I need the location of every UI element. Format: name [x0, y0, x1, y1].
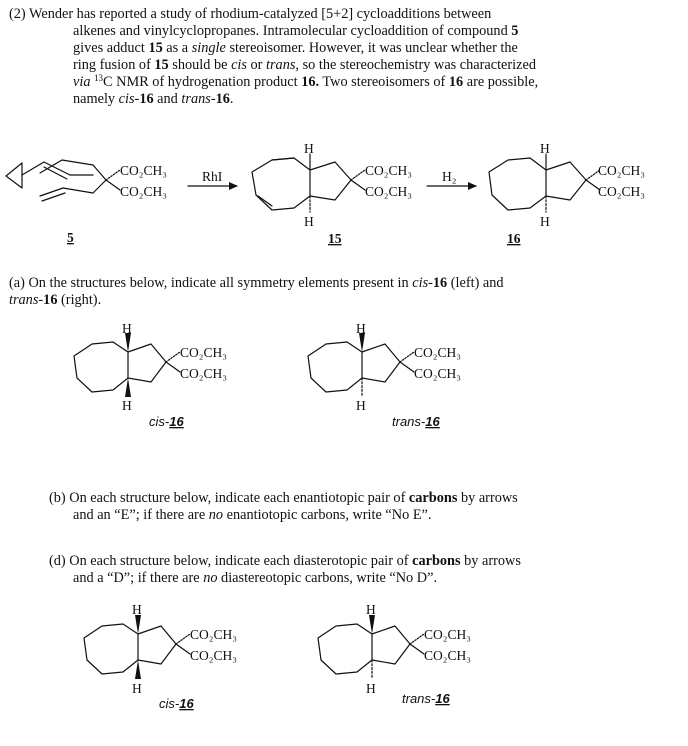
part-d-trans-ester-bottom: CO₂CH₃: [424, 648, 471, 663]
wedge-bond: [135, 660, 141, 679]
intro-line-3: gives adduct 15 as a single stereoisomer. However, it was unclear whether the: [73, 40, 518, 56]
part-a-line-1: (a) On the structures below, indicate all symmetry elements present in cis-16 (left) and: [9, 275, 504, 291]
part-a-trans-16-structure: [308, 321, 461, 429]
compound-5-label: 5: [67, 230, 74, 245]
part-d-cis-ester-bottom: CO₂CH₃: [190, 648, 237, 663]
part-a-trans-ester-bottom: CO₂CH₃: [414, 366, 461, 381]
compound-15-h-bottom: H: [304, 214, 314, 229]
reagent-hydrogen: H₂: [442, 169, 457, 184]
compound-15-ester-top: CO₂CH₃: [365, 163, 412, 178]
part-d-cis-h-top: H: [132, 602, 142, 617]
compound-16-h-top: H: [540, 141, 550, 156]
intro-line-1: (2) Wender has reported a study of rhodium-catalyzed [5+2] cycloadditions between: [9, 6, 492, 22]
part-b-line-2: and an “E”; if there are no enantiotopic carbons, write “No E”.: [73, 507, 432, 523]
part-d-trans-16-structure: [318, 602, 471, 706]
part-a-line-2: trans-16 (right).: [9, 292, 102, 308]
part-a-cis-16-structure: [74, 321, 227, 429]
intro-line-2: alkenes and vinylcyclopropanes. Intramolecular cycloaddition of compound 5: [73, 23, 519, 39]
part-d-line-2: and a “D”; if there are no diastereotopic carbons, write “No D”.: [73, 570, 438, 586]
intro-line-5: via $^{13}$C NMR of hydrogenation product 16. Two stereoisomers of 16 are possible,: [73, 73, 539, 90]
part-a-cis-h-top: H: [122, 321, 132, 336]
part-a-trans-h-bottom: H: [356, 398, 366, 413]
compound-5-ester-top: CO₂CH₃: [120, 163, 167, 178]
part-d-line-1: (d) On each structure below, indicate each diasterotopic pair of carbons by arrows: [49, 553, 521, 569]
part-d-cis-16-structure: [84, 602, 237, 711]
compound-16-ester-top: CO₂CH₃: [598, 163, 645, 178]
reaction-arrow-1: [188, 169, 237, 186]
part-a-cis-h-bottom: H: [122, 398, 132, 413]
part-d-trans-h-top: H: [366, 602, 376, 617]
part-a-trans-caption: trans-16: [392, 414, 440, 429]
reagent-rhodium: RhI: [202, 169, 223, 184]
part-a-cis-ester-bottom: CO₂CH₃: [180, 366, 227, 381]
part-a-cis-caption: cis-16: [149, 414, 184, 429]
compound-15-label: 15: [328, 231, 342, 246]
part-a-trans-ester-top: CO₂CH₃: [414, 345, 461, 360]
compound-16-ester-bottom: CO₂CH₃: [598, 184, 645, 199]
compound-5-ester-bottom: CO₂CH₃: [120, 184, 167, 199]
compound-16-structure: [489, 141, 645, 246]
part-b-line-1: (b) On each structure below, indicate each enantiotopic pair of carbons by arrows: [49, 490, 518, 506]
part-a-cis-ester-top: CO₂CH₃: [180, 345, 227, 360]
problem-number: (2): [9, 6, 26, 22]
compound-5-structure: [6, 160, 167, 245]
compound-16-label: 16: [507, 231, 521, 246]
part-d-trans-h-bottom: H: [366, 681, 376, 696]
compound-16-h-bottom: H: [540, 214, 550, 229]
part-d-trans-ester-top: CO₂CH₃: [424, 627, 471, 642]
part-d-cis-h-bottom: H: [132, 681, 142, 696]
intro-line-4: ring fusion of 15 should be cis or trans, so the stereochemistry was characterized: [73, 57, 536, 73]
wedge-bond: [125, 378, 131, 397]
part-d-cis-caption: cis-16: [159, 696, 194, 711]
part-a-trans-h-top: H: [356, 321, 366, 336]
part-d-cis-ester-top: CO₂CH₃: [190, 627, 237, 642]
compound-15-structure: [252, 141, 412, 246]
part-d-trans-caption: trans-16: [402, 691, 450, 706]
compound-15-h-top: H: [304, 141, 314, 156]
compound-15-ester-bottom: CO₂CH₃: [365, 184, 412, 199]
wedge-bond: [369, 615, 375, 634]
reaction-arrow-2: [427, 169, 476, 186]
intro-line-6: namely cis-16 and trans-16.: [73, 91, 234, 107]
wedge-bond: [135, 615, 141, 634]
